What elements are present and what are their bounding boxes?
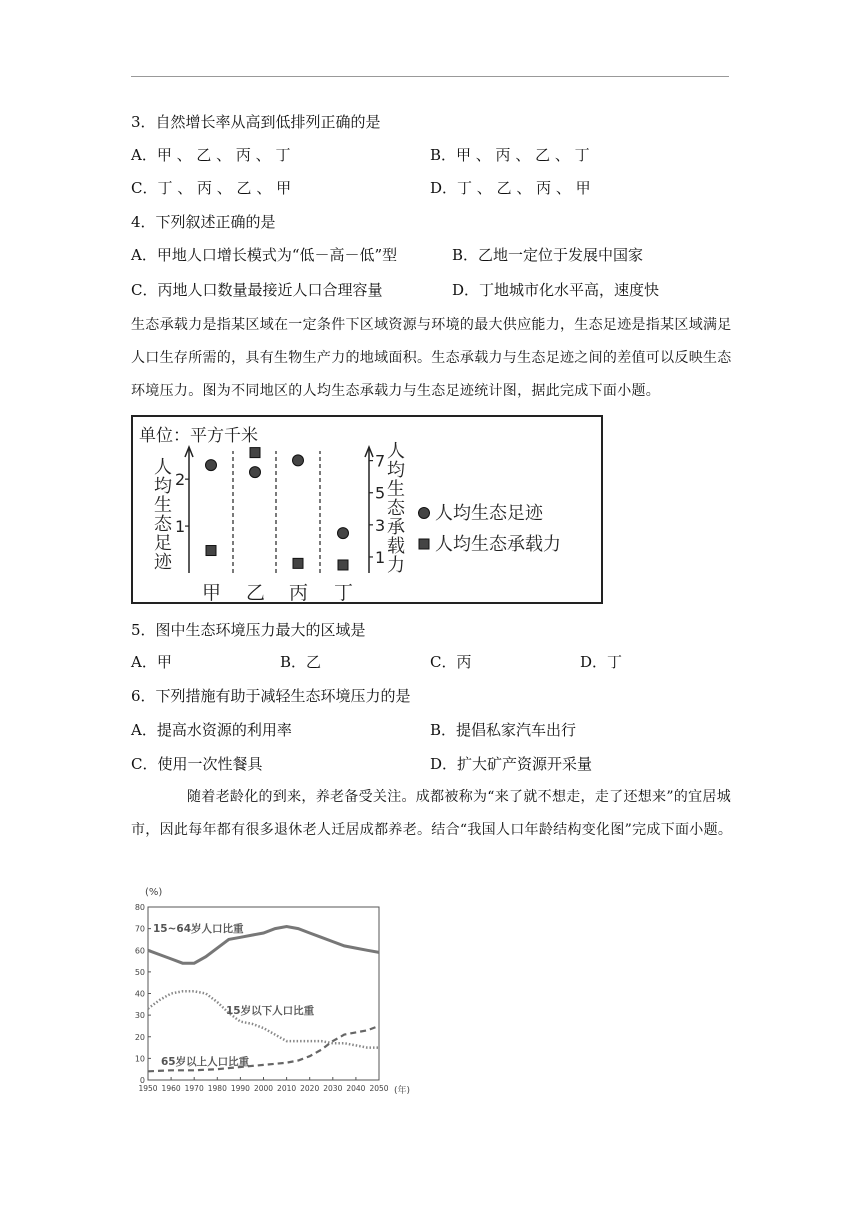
right-axis-label-char: 载 bbox=[387, 536, 405, 557]
y-tick-label: 80 bbox=[134, 903, 145, 912]
question-6-option-d[interactable]: D．扩大矿产资源开采量 bbox=[430, 755, 593, 773]
y-tick-label: 0 bbox=[139, 1076, 145, 1085]
x-tick-label: 1990 bbox=[230, 1084, 250, 1093]
question-4-option-d[interactable]: D．丁地城市化水平高，速度快 bbox=[452, 281, 660, 299]
category-label: 甲 bbox=[202, 582, 222, 604]
footprint-point bbox=[338, 528, 349, 539]
capacity-point bbox=[338, 560, 348, 570]
question-3-option-c[interactable]: C．丁 、 丙 、 乙 、 甲 bbox=[131, 179, 292, 197]
left-axis-label-char: 均 bbox=[154, 476, 172, 497]
legend-label: 人均生态承载力 bbox=[435, 534, 561, 555]
question-6-option-b[interactable]: B．提倡私家汽车出行 bbox=[430, 721, 577, 739]
legend-marker-circle bbox=[419, 508, 430, 519]
left-tick-label: 1 bbox=[175, 517, 186, 537]
question-3-option-a[interactable]: A．甲 、 乙 、 丙 、 丁 bbox=[131, 146, 291, 164]
header-rule bbox=[131, 76, 729, 77]
right-axis-label-char: 生 bbox=[387, 479, 405, 500]
left-axis-label-char: 足 bbox=[154, 533, 172, 554]
right-tick-label: 1 bbox=[375, 547, 386, 567]
category-label: 丙 bbox=[289, 582, 309, 604]
category-label: 乙 bbox=[246, 582, 266, 604]
aging-passage: 随着老龄化的到来，养老备受关注。成都被称为“来了就不想走，走了还想来”的宜居城市，因此每年都有很多退休老人迁居成都养老。结合“我国人口年龄结构变化图”完成下面小题。 bbox=[131, 789, 733, 838]
capacity-point bbox=[293, 558, 303, 568]
left-axis-label bbox=[154, 457, 173, 573]
capacity-point bbox=[250, 448, 260, 458]
y-tick-label: 40 bbox=[134, 989, 145, 999]
series-line-1 bbox=[148, 991, 379, 1047]
question-4-option-c[interactable]: C．丙地人口数量最接近人口合理容量 bbox=[131, 281, 383, 299]
question-4-stem: 4．下列叙述正确的是 bbox=[131, 213, 276, 231]
legend-marker-square bbox=[419, 539, 429, 549]
ecology-chart bbox=[131, 415, 603, 605]
question-6-option-a[interactable]: A．提高水资源的利用率 bbox=[131, 721, 292, 739]
y-tick-label: 20 bbox=[134, 1032, 145, 1042]
question-5-stem: 5．图中生态环境压力最大的区域是 bbox=[131, 621, 366, 639]
x-tick-label: 1960 bbox=[161, 1084, 181, 1093]
y-axis-unit: (%) bbox=[145, 887, 163, 898]
y-tick-label: 70 bbox=[134, 924, 145, 934]
left-axis-label-char: 迹 bbox=[154, 552, 172, 573]
question-5-option-d[interactable]: D．丁 bbox=[580, 653, 623, 671]
question-5-option-c[interactable]: C．丙 bbox=[430, 653, 472, 671]
left-tick-label: 2 bbox=[175, 470, 186, 490]
right-axis-label-char: 均 bbox=[387, 460, 405, 481]
question-4-option-a[interactable]: A．甲地人口增长模式为“低－高－低”型 bbox=[131, 246, 398, 264]
right-axis-label-char: 力 bbox=[387, 555, 405, 576]
x-tick-label: 2000 bbox=[253, 1084, 274, 1093]
category-label: 丁 bbox=[334, 582, 354, 604]
x-tick-label: 1980 bbox=[207, 1084, 227, 1093]
question-6-stem: 6．下列措施有助于减轻生态环境压力的是 bbox=[131, 687, 411, 705]
question-3-option-d[interactable]: D．丁 、 乙 、 丙 、 甲 bbox=[430, 179, 591, 197]
footprint-point bbox=[293, 455, 304, 466]
y-tick-label: 60 bbox=[134, 946, 145, 956]
y-tick-label: 10 bbox=[134, 1054, 145, 1064]
x-tick-label: 1950 bbox=[138, 1084, 158, 1093]
series-label: 15~64岁人口比重 bbox=[153, 923, 244, 935]
right-tick-label: 3 bbox=[375, 515, 386, 535]
chart-unit-label: 单位：平方千米 bbox=[139, 426, 258, 446]
x-tick-label: 2010 bbox=[277, 1084, 297, 1093]
left-axis-label-char: 生 bbox=[154, 495, 172, 516]
y-tick-label: 30 bbox=[134, 1011, 145, 1021]
right-axis-label-char: 承 bbox=[387, 517, 405, 538]
x-axis-unit: (年) bbox=[394, 1086, 411, 1096]
right-tick-label: 7 bbox=[375, 451, 386, 471]
question-5-option-b[interactable]: B．乙 bbox=[280, 653, 322, 671]
question-3-option-b[interactable]: B．甲 、 丙 、 乙 、 丁 bbox=[430, 146, 590, 164]
question-5-option-a[interactable]: A．甲 bbox=[131, 653, 172, 671]
right-axis-label-char: 人 bbox=[387, 441, 405, 462]
series-label: 15岁以下人口比重 bbox=[226, 1005, 315, 1017]
footprint-point bbox=[206, 460, 217, 471]
right-axis-label bbox=[387, 441, 406, 576]
legend-label: 人均生态足迹 bbox=[435, 503, 543, 524]
x-tick-label: 2050 bbox=[369, 1084, 389, 1093]
x-tick-label: 2040 bbox=[346, 1084, 366, 1093]
right-tick-label: 5 bbox=[375, 483, 386, 503]
right-axis-label-char: 态 bbox=[387, 498, 405, 519]
question-3-stem: 3．自然增长率从高到低排列正确的是 bbox=[131, 113, 381, 131]
x-tick-label: 2030 bbox=[323, 1084, 343, 1093]
x-tick-label: 1970 bbox=[184, 1084, 204, 1093]
ecology-passage: 生态承载力是指某区域在一定条件下区域资源与环境的最大供应能力，生态足迹是指某区域满足人口生存所需的，具有生物生产力的地域面积。生态承载力与生态足迹之间的差值可以反映生态环境压力。图为不同地区的人均生态承载力与生态足迹统计图，据此完成下面小题。 bbox=[131, 317, 732, 399]
x-tick-label: 2020 bbox=[300, 1084, 320, 1093]
series-label: 65岁以上人口比重 bbox=[161, 1056, 250, 1068]
left-axis-label-char: 态 bbox=[154, 514, 172, 535]
population-chart bbox=[131, 882, 416, 1102]
y-tick-label: 50 bbox=[134, 967, 145, 977]
capacity-point bbox=[206, 546, 216, 556]
question-6-option-c[interactable]: C．使用一次性餐具 bbox=[131, 755, 263, 773]
footprint-point bbox=[250, 467, 261, 478]
left-axis-label-char: 人 bbox=[154, 457, 172, 478]
question-4-option-b[interactable]: B．乙地一定位于发展中国家 bbox=[452, 246, 644, 264]
